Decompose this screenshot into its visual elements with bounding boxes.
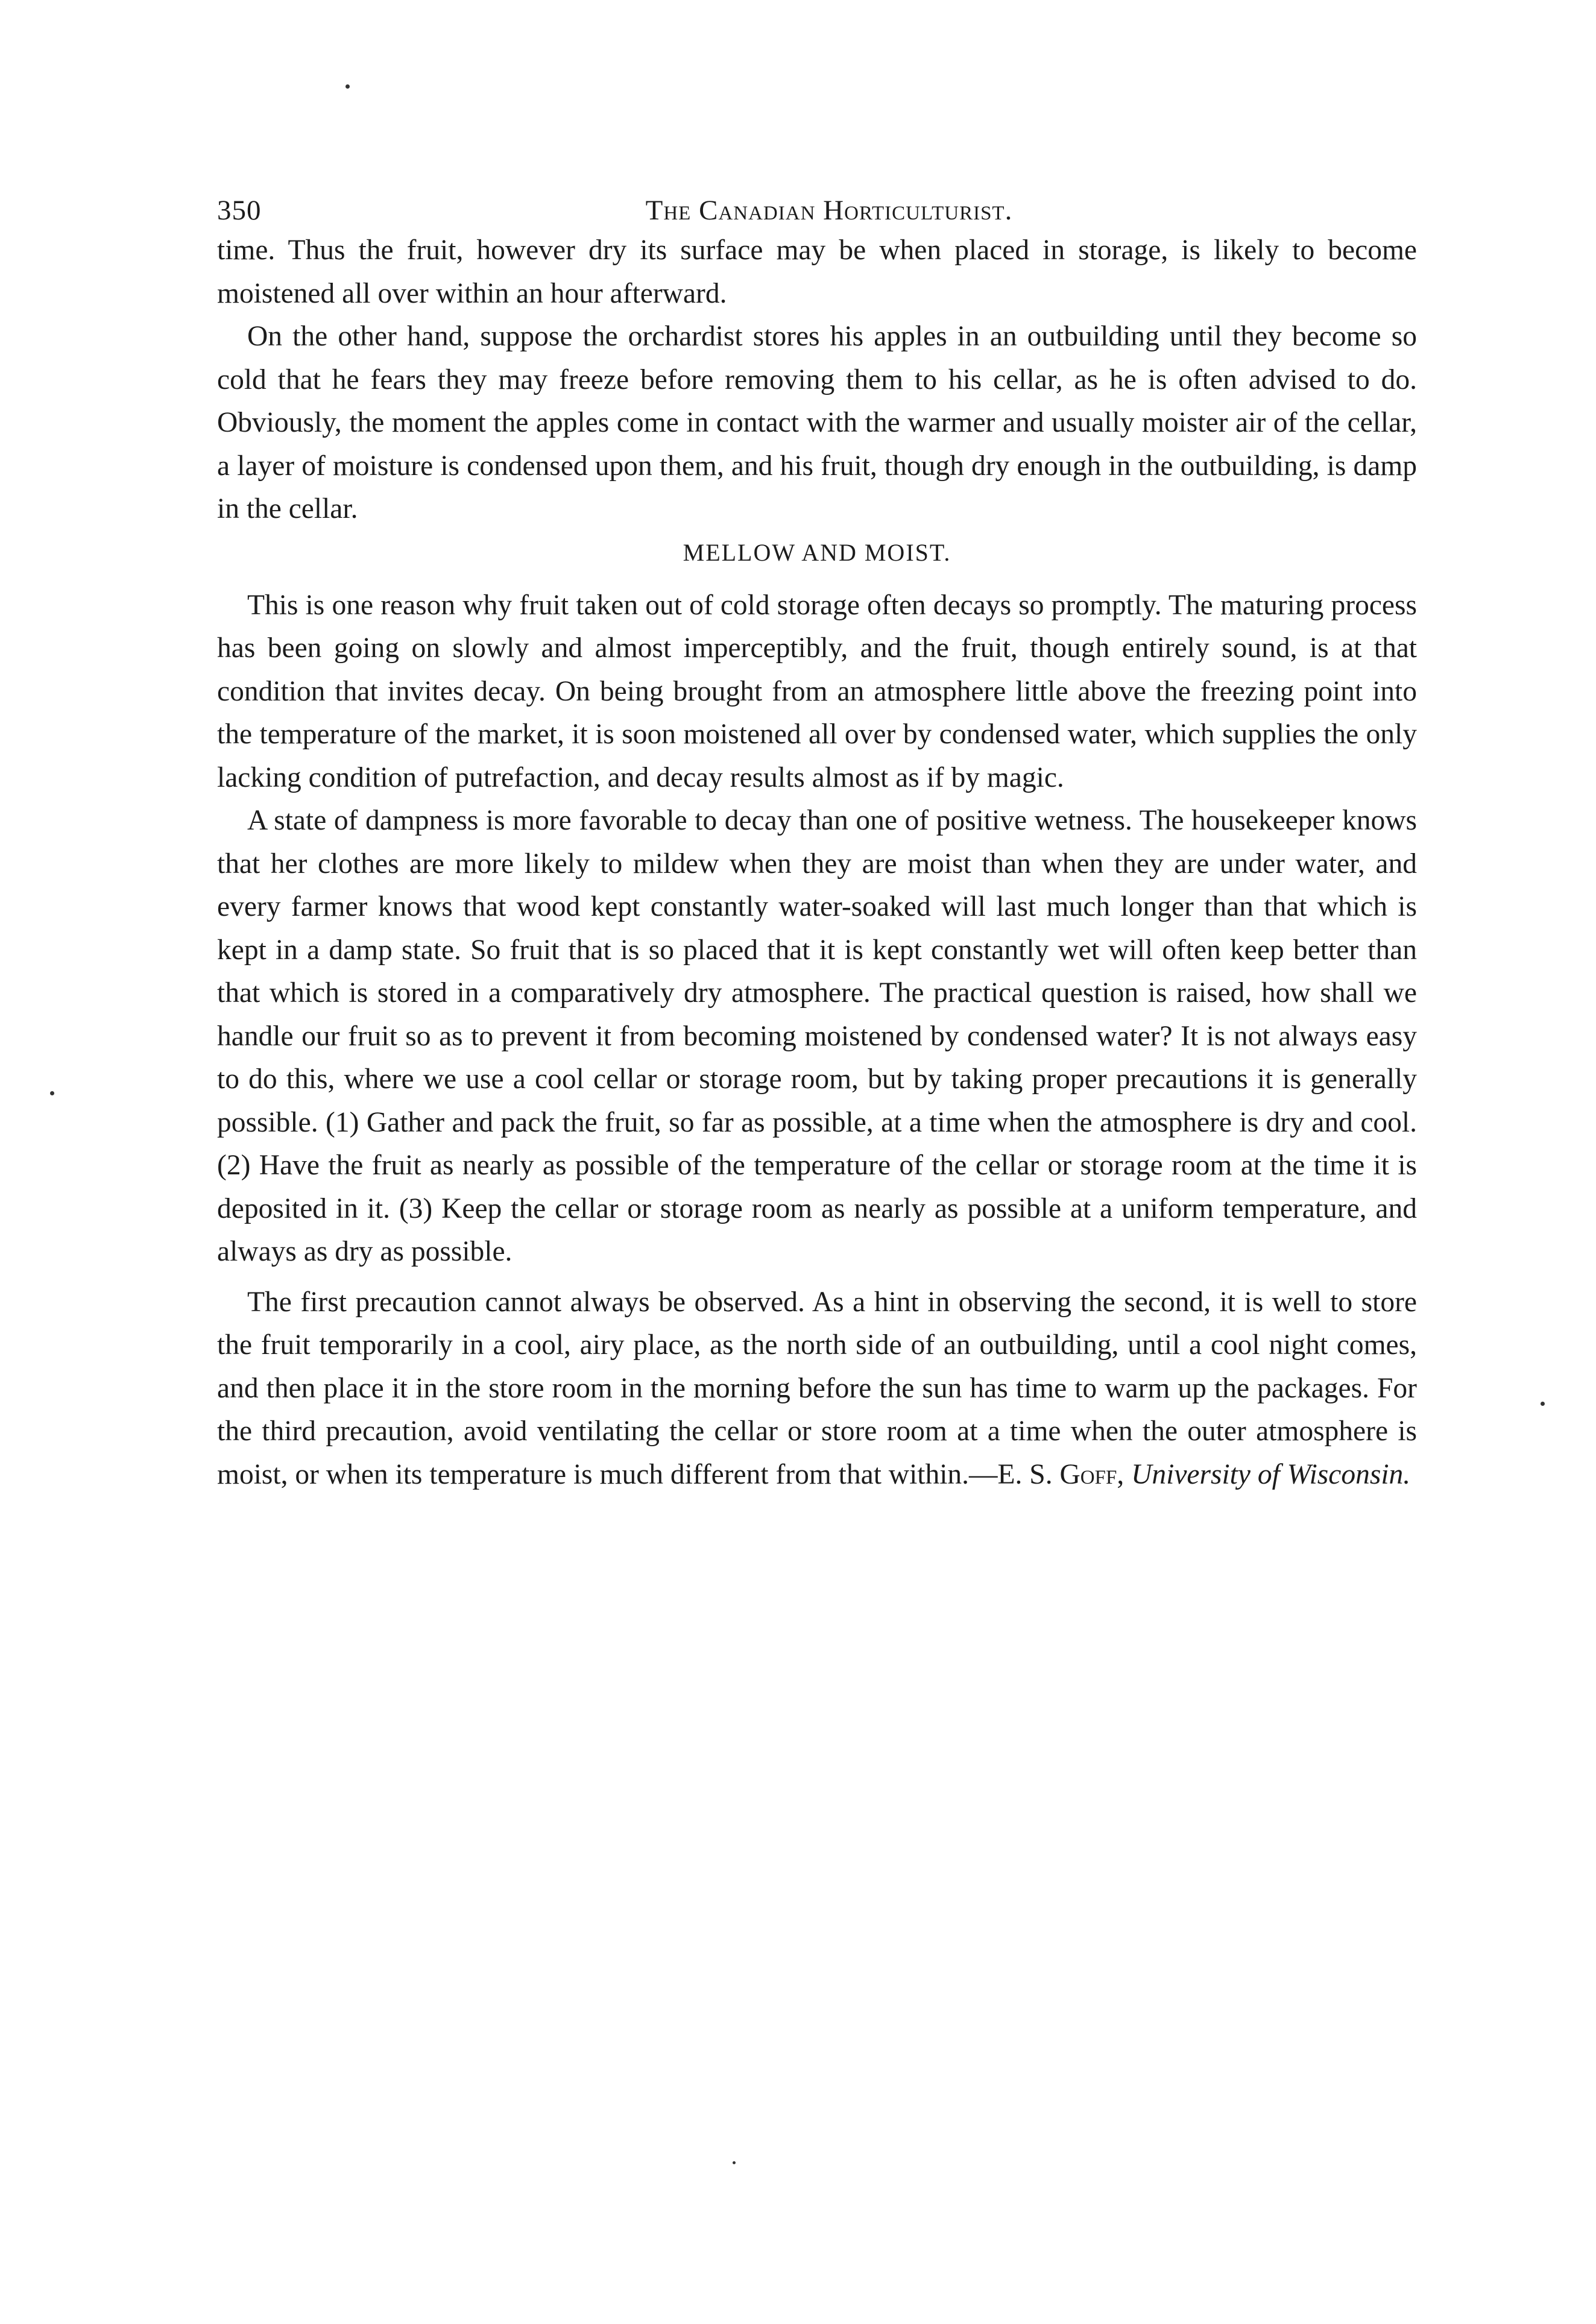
print-speck [50,1091,54,1095]
running-head [217,181,1417,229]
print-speck [345,84,350,89]
paragraph: A state of dampness is more favorable to decay than one of positive wetness. The housekeeper knows that her clothes are more likely to mildew when they are moist than when they are under water, and every farmer knows that wood kept constantly water-soaked will last much longer than that which is kept in a damp state. So fruit that is so placed that it is kept constantly wet will often keep better than that which is stored in a comparatively dry atmosphere. The practical question is raised, how shall we handle our fruit so as to prevent it from becoming moistened by condensed water? It is not always easy to do this, where we use a cool cellar or storage room, but by taking proper precautions it is generally possible. (1) Gather and pack the fruit, so far as possible, at a time when the atmosphere is dry and cool. (2) Have the fruit as nearly as possible of the temperature of the cellar or storage room at the time it is deposited in it. (3) Keep the cellar or storage room as nearly as possible at a uniform temperature, and always as dry as possible. [217,805,1417,1267]
paragraph-text: The first precaution cannot always be observed. As a hint in observing the second, it is well to store the fruit temporarily in a cool, airy place, as the north side of an outbuilding, until a cool night comes, and then place it in the store room in the morning before the sun has time to warm up the packages. For the third precaution, avoid ventilating the cellar or store room at a time when the outer atmosphere is moist, or when its temperature is much different from that within. [217,1286,1417,1490]
running-title: The Canadian Horticulturist. [645,195,1013,226]
author-affiliation: University of Wisconsin. [1131,1458,1411,1490]
page-number: 350 [217,195,262,226]
paragraph: This is one reason why fruit taken out of cold storage often decays so promptly. The maturing process has been going on slowly and almost imperceptibly, and the fruit, though entirely sound, is at that condition that invites decay. On being brought from an atmosphere little above the freezing point into the temperature of the market, it is soon moistened all over by condensed water, which supplies the only lacking condition of putrefaction, and decay results almost as if by magic. [217,589,1417,793]
signature-dash: — [969,1458,998,1490]
print-speck [1541,1402,1545,1406]
paragraph-with-signature [217,1281,1417,1497]
page [217,181,1417,1496]
article-body [217,229,1417,1496]
author-name: E. S. Goff [997,1458,1117,1490]
signature-separator: , [1117,1458,1132,1490]
print-speck [733,2161,736,2164]
section-heading: MELLOW AND MOIST. [683,538,951,566]
paragraph: time. Thus the fruit, however dry its surface may be when placed in storage, is likely to become moistened all over within an hour afterward. [217,235,1417,309]
paragraph: On the other hand, suppose the orchardist stores his apples in an outbuilding until they become so cold that he fears they may freeze before removing them to his cellar, as he is often advised to do. Obviously, the moment the apples come in contact with the warmer and usually moister air of the cellar, a layer of moisture is condensed upon them, and his fruit, though dry enough in the outbuilding, is damp in the cellar. [217,321,1417,524]
